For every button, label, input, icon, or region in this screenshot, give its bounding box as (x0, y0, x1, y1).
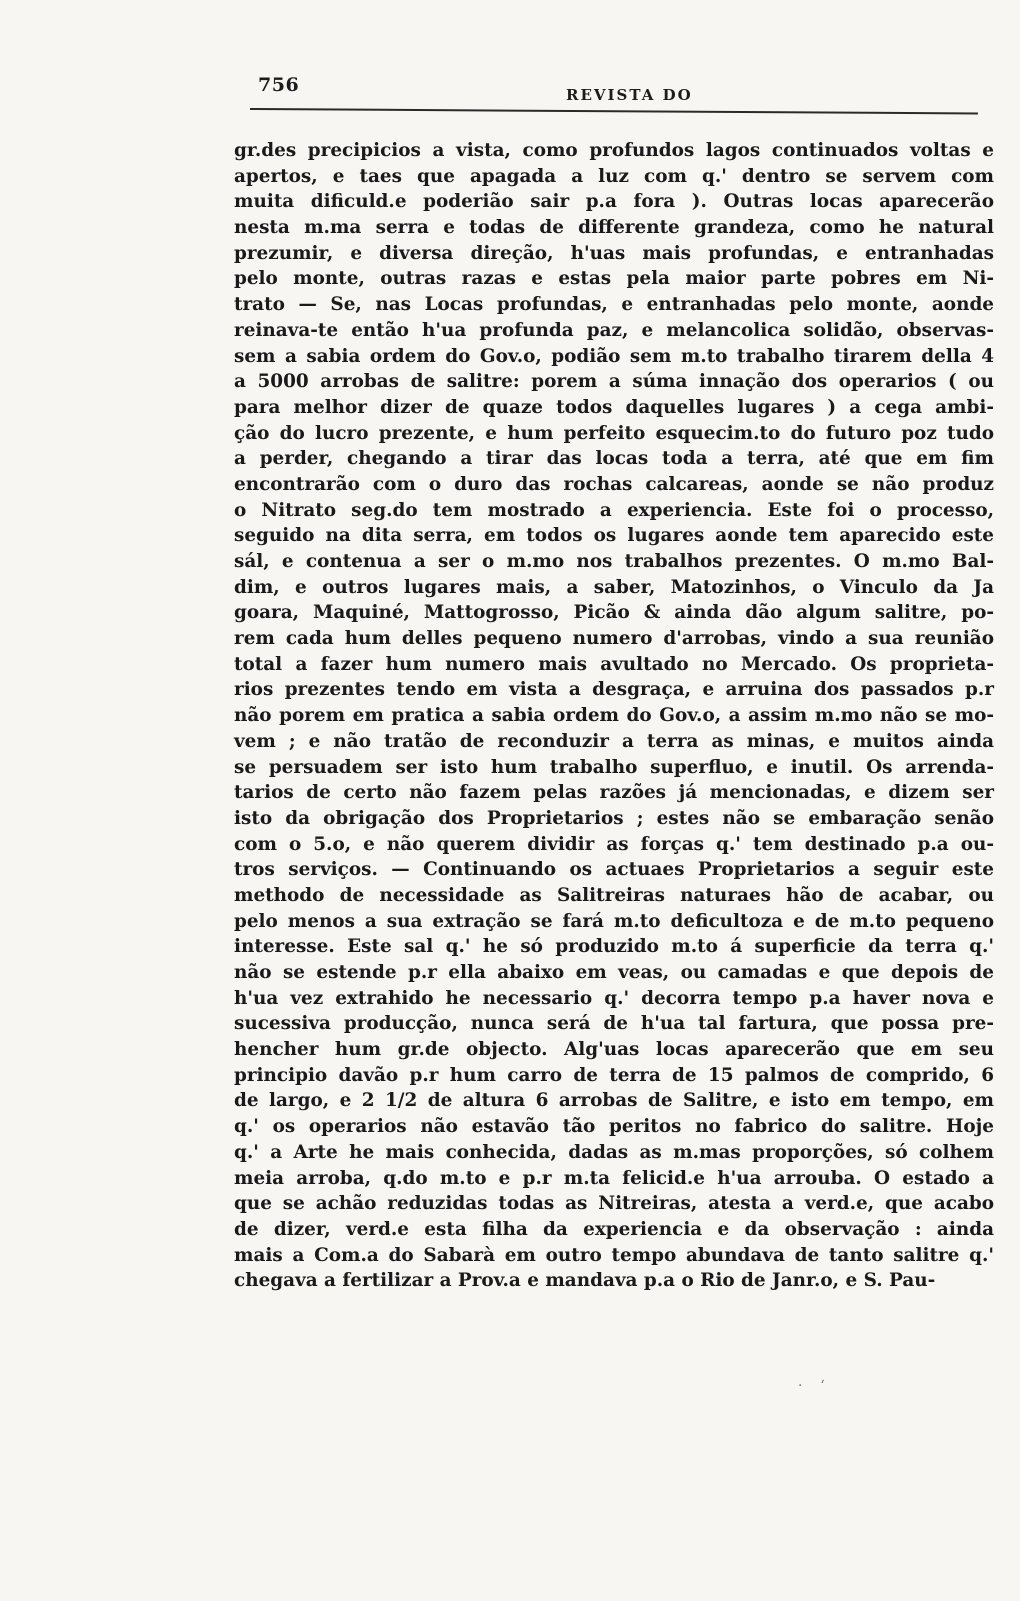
body-text (234, 138, 994, 1294)
text-line: chegava a fertilizar a Prov.a e mandava p.a o Rio de Janr.o, e S. Pau- (234, 1270, 936, 1292)
text-line: hencher hum gr.de objecto. Alg'uas locas aparecerão que em seu (234, 1039, 994, 1061)
text-line: encontrarão com o duro das rochas calcareas, aonde se não produz (234, 473, 994, 495)
text-line: pelo menos a sua extração se fará m.to deficultoza e de m.to pequeno (234, 910, 994, 932)
text-line: a perder, chegando a tirar das locas toda a terra, até que em fim (234, 448, 994, 470)
text-line: não porem em pratica a sabia ordem do Gov.o, a assim m.mo não se mo- (234, 705, 994, 727)
text-line: goara, Maquiné, Mattogrosso, Picão & ainda dão algum salitre, po- (234, 602, 994, 624)
text-line: nesta m.ma serra e todas de differente grandeza, como he natural (234, 217, 994, 239)
text-line: apertos, e taes que apagada a luz com q.' dentro se servem com (234, 165, 994, 187)
text-line: a 5000 arrobas de salitre: porem a súma innação dos operarios ( ou (234, 371, 994, 393)
text-line: sál, e contenua a ser o m.mo nos trabalhos prezentes. O m.mo Bal- (234, 551, 994, 572)
text-line: se persuadem ser isto hum trabalho superfluo, e inutil. Os arrenda- (234, 756, 994, 778)
text-line: rios prezentes tendo em vista a desgraça, e arruina dos passados p.r (234, 679, 994, 701)
text-line: dim, e outros lugares mais, a saber, Matozinhos, o Vinculo da Ja (234, 576, 994, 598)
text-line: total a fazer hum numero mais avultado no Mercado. Os proprieta- (234, 653, 994, 675)
text-line: com o 5.o, e não querem dividir as forças q.' tem destinado p.a ou- (234, 833, 994, 855)
text-line: de dizer, verd.e esta filha da experiencia e da observação : ainda (234, 1218, 994, 1240)
text-line: meia arroba, q.do m.to e p.r m.ta felicid.e h'ua arrouba. O estado a (234, 1167, 994, 1189)
text-line: não se estende p.r ella abaixo em veas, ou camadas e que depois de (234, 962, 994, 983)
text-line: prezumir, e diversa direção, h'uas mais profundas, e entranhadas (234, 242, 994, 264)
text-line: que se achão reduzidas todas as Nitreiras, atesta a verd.e, que acabo (234, 1193, 994, 1215)
text-line: interesse. Este sal q.' he só produzido m.to á superficie da terra q.' (234, 936, 994, 958)
text-line: reinava-te então h'ua profunda paz, e melancolica solidão, observas- (234, 319, 994, 341)
page-number: 756 (258, 74, 300, 96)
text-line: muita dificuld.e poderião sair p.a fora ). Outras locas aparecerão (234, 191, 994, 213)
running-title: REVISTA DO (566, 86, 693, 104)
text-line: tros serviços. — Continuando os actuaes Proprietarios a seguir este (234, 859, 994, 881)
text-line: isto da obrigação dos Proprietarios ; estes não se embaração senão (234, 807, 994, 829)
text-line: sucessiva producção, nunca será de h'ua tal fartura, que possa pre- (234, 1013, 994, 1035)
text-line: pelo monte, outras razas e estas pela maior parte pobres em Ni- (234, 268, 994, 290)
text-line: tarios de certo não fazem pelas razões já mencionadas, e dizem ser (234, 782, 994, 804)
text-line: methodo de necessidade as Salitreiras naturaes hão de acabar, ou (234, 884, 994, 906)
text-line: mais a Com.a do Sabarà em outro tempo abundava de tanto salitre q.' (234, 1244, 994, 1266)
text-line: rem cada hum delles pequeno numero d'arrobas, vindo a sua reunião (234, 628, 994, 650)
text-line: gr.des precipicios a vista, como profundos lagos continuados voltas e (234, 140, 994, 161)
text-line: ção do lucro prezente, e hum perfeito esquecim.to do futuro poz tudo (234, 422, 994, 444)
text-line: vem ; e não tratão de reconduzir a terra as minas, e muitos ainda (234, 730, 994, 752)
text-line: de largo, e 2 1/2 de altura 6 arrobas de Salitre, e isto em tempo, em (234, 1090, 994, 1112)
text-line: q.' a Arte he mais conhecida, dadas as m.mas proporções, só colhem (234, 1141, 994, 1163)
text-line: para melhor dizer de quaze todos daquelles lugares ) a cega ambi- (234, 396, 994, 418)
text-line: principio davão p.r hum carro de terra de 15 palmos de comprido, 6 (234, 1064, 994, 1086)
header-rule (250, 108, 978, 114)
stray-mark: · ʻ (798, 1378, 825, 1394)
text-line: o Nitrato seg.do tem mostrado a experiencia. Este foi o processo, (234, 499, 994, 521)
text-line: h'ua vez extrahido he necessario q.' decorra tempo p.a haver nova e (234, 987, 994, 1009)
text-line: q.' os operarios não estavão tão peritos no fabrico do salitre. Hoje (234, 1116, 994, 1138)
text-line: seguido na dita serra, em todos os lugares aonde tem aparecido este (234, 525, 994, 547)
text-line: trato — Se, nas Locas profundas, e entranhadas pelo monte, aonde (234, 294, 994, 316)
text-line: sem a sabia ordem do Gov.o, podião sem m.to trabalho tirarem della 4 (234, 345, 994, 367)
